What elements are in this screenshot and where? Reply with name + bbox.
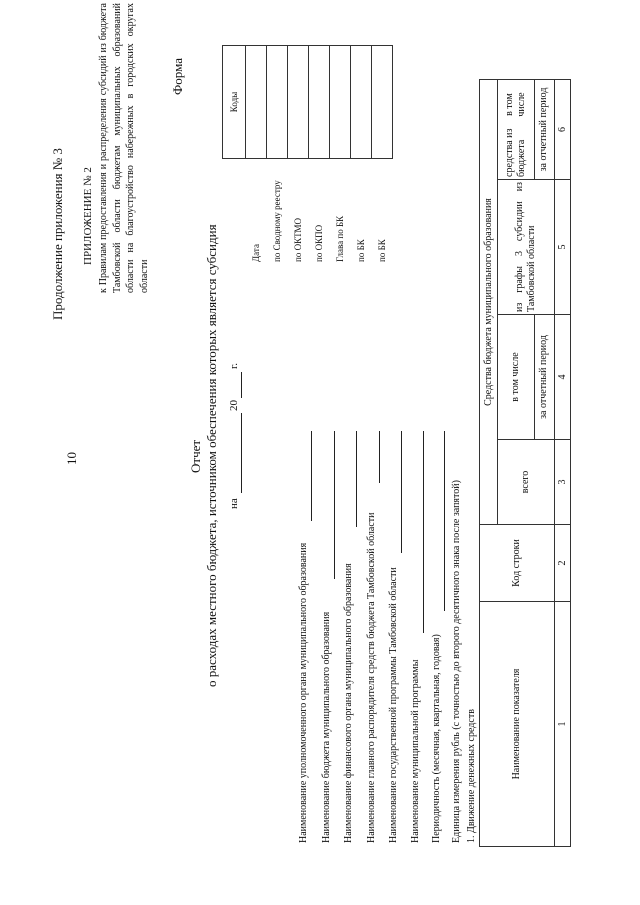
field-line[interactable]: [444, 431, 445, 611]
col-number: 1: [554, 602, 570, 847]
col-subsidy-text: из графы 3 субсидии из Тамбовской области: [514, 182, 537, 312]
codes-label: по БК: [377, 239, 387, 262]
report-title: Отчет: [188, 439, 203, 473]
col-number: 3: [554, 440, 570, 525]
col-number: 6: [554, 80, 570, 180]
field-label: Наименование главного распорядителя средств бюджета Тамбовской области: [366, 512, 377, 843]
col-incl2-header: [498, 80, 534, 180]
report-date-year: 20: [228, 400, 240, 411]
codes-label: по ОКТМО: [293, 218, 303, 262]
col-period-header: за отчетный период: [534, 315, 554, 440]
field-label: Периодичность (месячная, квартальная, годовая): [431, 634, 442, 843]
codes-value[interactable]: [246, 46, 267, 159]
field-label: Наименование финансового органа муниципального образования: [343, 563, 354, 843]
field-line[interactable]: [379, 431, 380, 483]
col-incl2-text: в том числе: [504, 92, 527, 117]
codes-value[interactable]: [351, 46, 372, 159]
col-name-header: Наименование показателя: [480, 602, 555, 847]
col-number: 5: [554, 180, 570, 315]
field-line[interactable]: [334, 431, 335, 579]
codes-table: [222, 45, 393, 265]
codes-value[interactable]: [288, 46, 309, 159]
codes-header: Коды: [223, 46, 246, 159]
col-number: 4: [554, 315, 570, 440]
report-date-suffix: г.: [228, 362, 240, 369]
continuation-title: Продолжение приложения № 3: [50, 148, 65, 320]
appendix-title: ПРИЛОЖЕНИЕ № 2: [82, 167, 94, 265]
report-date-prefix: на: [228, 498, 240, 509]
field-label: Наименование бюджета муниципального образования: [321, 611, 332, 843]
col-total-header: всего: [498, 440, 555, 525]
codes-value[interactable]: [372, 46, 393, 159]
col-incl-header: в том числе: [498, 315, 534, 440]
field-label: Единица измерения рубль (с точностью до второго десятичного знака после запятой): [451, 480, 462, 843]
report-year-line: [241, 372, 242, 398]
codes-value[interactable]: [267, 46, 288, 159]
field-line[interactable]: [356, 431, 357, 527]
field-line[interactable]: [311, 431, 312, 521]
report-subtitle: о расходах местного бюджета, источником обеспечения которых является субсидия: [204, 224, 219, 687]
field-label: Наименование муниципальной программы: [410, 659, 421, 843]
appendix-text: к Правилам предоставления и распределения субсидий из бюджета Тамбовской области бюджетам муниципальных образований области на благоустройство набережных в городских округах области: [98, 3, 150, 293]
codes-label: по ОКПО: [314, 224, 324, 262]
codes-label: Дата: [251, 244, 261, 262]
field-label: Наименование уполномоченного органа муниципального образования: [298, 542, 309, 843]
page-number: 10: [64, 452, 79, 465]
col-period2-header: за отчетный период: [534, 80, 554, 180]
codes-label: Глава по БК: [335, 215, 345, 262]
codes-label: по БК: [356, 239, 366, 262]
form-label: Форма: [170, 58, 185, 95]
field-label: Наименование государственной программы Тамбовской области: [388, 567, 399, 843]
codes-value[interactable]: [330, 46, 351, 159]
field-line[interactable]: [423, 431, 424, 633]
col-budget-text: средства из бюджета: [504, 128, 527, 177]
col-code-header: Код строки: [480, 525, 555, 602]
col-subsidy-header: [498, 180, 555, 315]
report-date-line: [241, 413, 242, 493]
section-title: 1. Движение денежных средств: [466, 709, 477, 843]
codes-label: по Сводному реестру: [272, 180, 282, 262]
cashflow-table: [479, 79, 571, 847]
field-line[interactable]: [401, 431, 402, 553]
codes-value[interactable]: [309, 46, 330, 159]
col-number: 2: [554, 525, 570, 602]
group-header: Средства бюджета муниципального образования: [480, 80, 498, 525]
